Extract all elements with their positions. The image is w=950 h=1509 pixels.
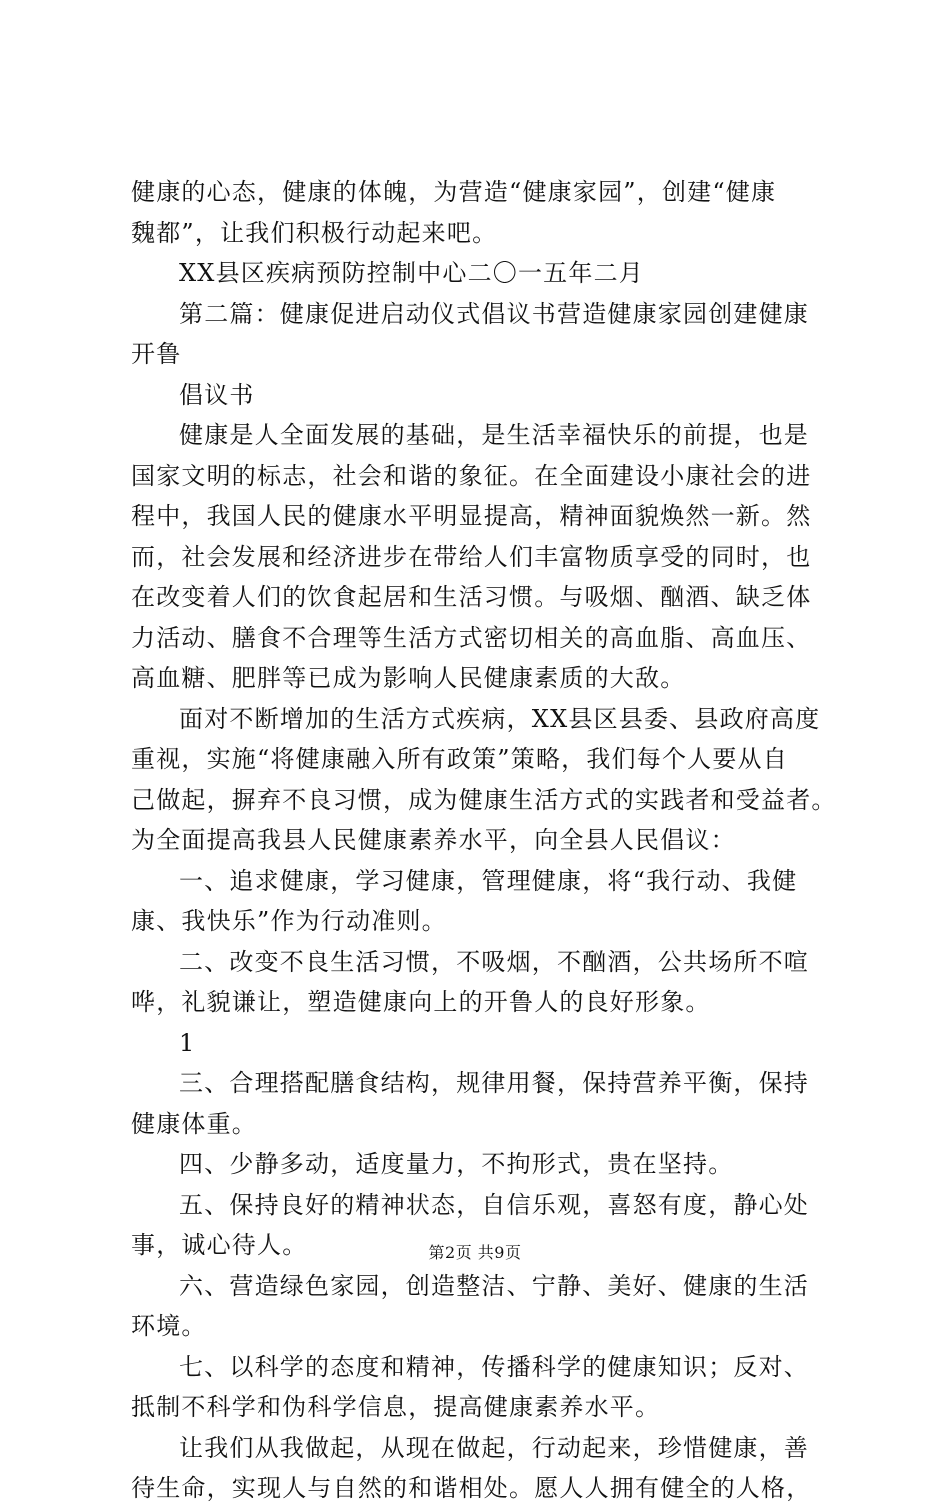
text-line: 而，社会发展和经济进步在带给人们丰富物质享受的同时，也 [131,542,812,571]
text-line: 高血糖、肥胖等已成为影响人民健康素质的大敌。 [131,664,686,692]
text-line: 待生命，实现人与自然的和谐相处。愿人人拥有健全的人格， [131,1474,812,1502]
document-body [131,172,837,1509]
text-line: 三、合理搭配膳食结构，规律用餐，保持营养平衡，保持 [179,1069,809,1097]
text-line: 康、我快乐”作为行动准则。 [131,907,447,935]
text-line: 为全面提高我县人民健康素养水平，向全县人民倡议： [131,826,736,854]
text-line: 开鲁 [131,340,182,368]
text-line: 程中，我国人民的健康水平明显提高，精神面貌焕然一新。然 [131,502,812,530]
text-line: 让我们从我做起，从现在做起，行动起来，珍惜健康，善 [179,1433,809,1462]
text-line: 健康体重。 [131,1109,257,1138]
text-line: 倡议书 [179,380,255,409]
text-line: 六、营造绿色家园，创造整洁、宁静、美好、健康的生活 [179,1271,809,1300]
text-line: 事，诚心待人。 [131,1231,308,1259]
text-line: 国家文明的标志，社会和谐的象征。在全面建设小康社会的进 [131,461,812,490]
text-line: XX县区疾病预防控制中心二〇一五年二月 [179,259,644,287]
text-line: 力活动、膳食不合理等生活方式密切相关的高血脂、高血压、 [131,623,812,652]
text-line: 在改变着人们的饮食起居和生活习惯。与吸烟、酗酒、缺乏体 [131,583,812,611]
text-line: 哗，礼貌谦让，塑造健康向上的开鲁人的良好形象。 [131,988,711,1016]
text-line: 环境。 [131,1312,207,1340]
text-line: 健康是人全面发展的基础，是生活幸福快乐的前提，也是 [179,421,809,449]
text-line: 五、保持良好的精神状态，自信乐观，喜怒有度，静心处 [179,1190,809,1219]
text-line: 魏都”，让我们积极行动起来吧。 [131,218,498,247]
text-line: 第二篇：健康促进启动仪式倡议书营造健康家园创建健康 [179,299,809,328]
text-line: 二、改变不良生活习惯，不吸烟，不酗酒，公共场所不喧 [179,947,809,976]
text-line: 健康的心态，健康的体魄，为营造“健康家园”，创建“健康 [131,178,777,206]
text-line: 1 [179,1028,196,1057]
page-footer: 第2页 共9页 [428,1243,522,1262]
text-line: 一、追求健康，学习健康，管理健康，将“我行动、我健 [179,866,798,895]
text-line: 四、少静多动，适度量力，不拘形式，贵在坚持。 [179,1150,734,1178]
text-line: 七、以科学的态度和精神，传播科学的健康知识；反对、 [179,1352,809,1381]
text-line: 抵制不科学和伪科学信息，提高健康素养水平。 [131,1393,661,1421]
text-line: 面对不断增加的生活方式疾病，XX县区县委、县政府高度 [179,704,821,733]
text-line: 重视，实施“将健康融入所有政策”策略，我们每个人要从自 [131,745,788,773]
text-line: 己做起，摒弃不良习惯，成为健康生活方式的实践者和受益者。 [131,785,837,814]
